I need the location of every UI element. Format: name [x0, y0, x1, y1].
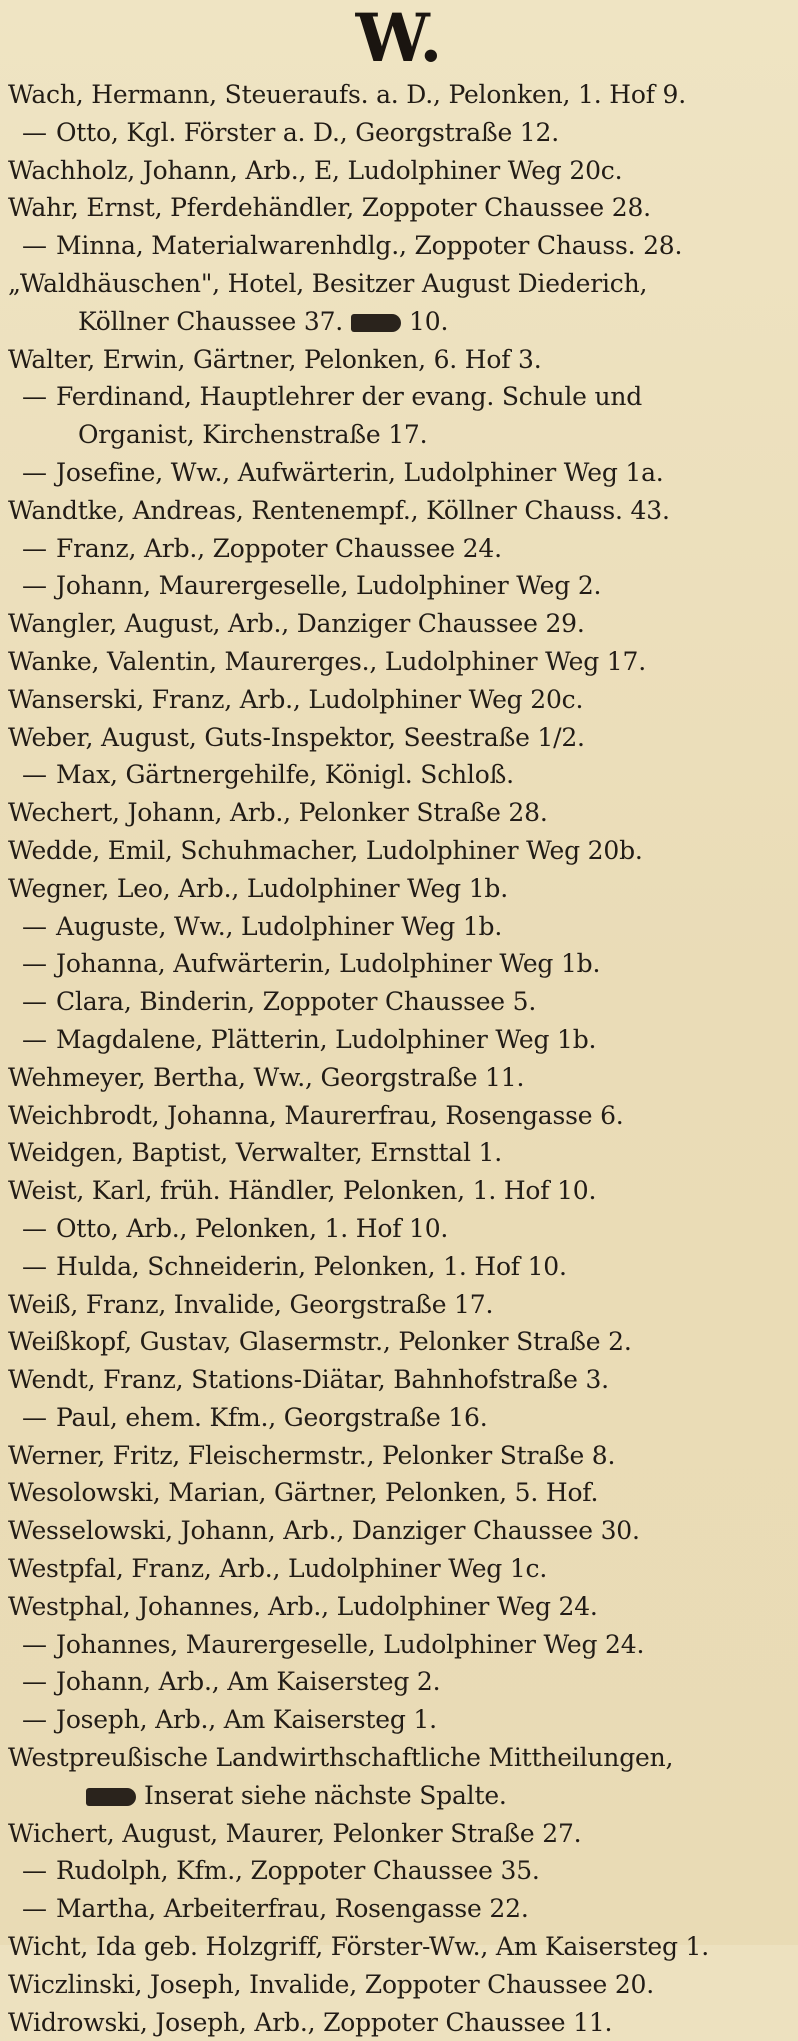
- entry-text: Köllner Chaussee 37.: [78, 306, 344, 336]
- entry-text: Wesselowski, Johann, Arb., Danziger Chaussee 30.: [8, 1516, 640, 1546]
- directory-entry: [0, 378, 798, 416]
- ditto-dash: —: [22, 457, 47, 487]
- telephone-icon: [351, 314, 401, 332]
- directory-entry: [0, 908, 798, 946]
- ditto-dash: —: [22, 533, 47, 563]
- directory-entry: [0, 1097, 798, 1135]
- ditto-dash: —: [22, 1251, 47, 1281]
- ditto-dash: —: [22, 911, 47, 941]
- directory-entry: [0, 945, 798, 983]
- entry-text: „Waldhäuschen", Hotel, Besitzer August Diederich,: [8, 268, 648, 298]
- entry-text: Johannes, Maurergeselle, Ludolphiner Weg 24.: [56, 1629, 645, 1659]
- entry-text: Weichbrodt, Johanna, Maurerfrau, Rosengasse 6.: [8, 1100, 624, 1130]
- entry-text: Wedde, Emil, Schuhmacher, Ludolphiner Weg 20b.: [8, 835, 643, 865]
- entry-text: Wegner, Leo, Arb., Ludolphiner Weg 1b.: [8, 873, 508, 903]
- directory-entry: [0, 114, 798, 152]
- entry-text: Wiczlinski, Joseph, Invalide, Zoppoter Chaussee 20.: [8, 1969, 654, 1999]
- entry-text: Hulda, Schneiderin, Pelonken, 1. Hof 10.: [56, 1251, 567, 1281]
- ditto-dash: —: [22, 231, 47, 261]
- directory-entry: [0, 1286, 798, 1324]
- entry-text: Johann, Arb., Am Kaisersteg 2.: [56, 1667, 441, 1697]
- entry-continuation: [0, 1777, 798, 1815]
- directory-entry: [0, 341, 798, 379]
- entry-text: Wicht, Ida geb. Holzgriff, Förster-Ww., Am Kaisersteg 1.: [8, 1932, 709, 1962]
- entry-continuation: [0, 416, 798, 454]
- entry-text: Wanke, Valentin, Maurerges., Ludolphiner Weg 17.: [8, 646, 646, 676]
- ditto-dash: —: [22, 117, 47, 147]
- directory-entry: [0, 1323, 798, 1361]
- entry-text: Clara, Binderin, Zoppoter Chaussee 5.: [56, 987, 537, 1017]
- entry-text: Wechert, Johann, Arb., Pelonker Straße 28.: [8, 798, 548, 828]
- directory-entry: [0, 643, 798, 681]
- directory-entry: [0, 152, 798, 190]
- ditto-dash: —: [22, 1856, 47, 1886]
- entry-text: Weiß, Franz, Invalide, Georgstraße 17.: [8, 1289, 494, 1319]
- entry-text: Magdalene, Plätterin, Ludolphiner Weg 1b.: [56, 1024, 597, 1054]
- entry-text: Wandtke, Andreas, Rentenempf., Köllner Chauss. 43.: [8, 495, 670, 525]
- entry-text: Martha, Arbeiterfrau, Rosengasse 22.: [56, 1894, 529, 1924]
- directory-entry: [0, 1890, 798, 1928]
- directory-entry: [0, 719, 798, 757]
- ditto-dash: —: [22, 1024, 47, 1054]
- directory-entry: [0, 1815, 798, 1853]
- ditto-dash: —: [22, 949, 47, 979]
- ditto-dash: —: [22, 1402, 47, 1432]
- directory-entry: [0, 2004, 798, 2041]
- directory-entry: [0, 1663, 798, 1701]
- directory-entry: [0, 1588, 798, 1626]
- entry-text: Westpfal, Franz, Arb., Ludolphiner Weg 1c.: [8, 1554, 548, 1584]
- directory-entry: [0, 1852, 798, 1890]
- entry-text: Wachholz, Johann, Arb., E, Ludolphiner Weg 20c.: [8, 155, 623, 185]
- ditto-dash: —: [22, 382, 47, 412]
- directory-entry: [0, 1701, 798, 1739]
- directory-entry: [0, 492, 798, 530]
- entry-text: Max, Gärtnergehilfe, Königl. Schloß.: [56, 760, 514, 790]
- entry-text: Westphal, Johannes, Arb., Ludolphiner Weg 24.: [8, 1591, 598, 1621]
- directory-entry: [0, 681, 798, 719]
- directory-entry: [0, 1059, 798, 1097]
- telephone-number: 10.: [409, 306, 449, 336]
- entry-text: Weber, August, Guts-Inspektor, Seestraße 1/2.: [8, 722, 585, 752]
- directory-entry: [0, 1437, 798, 1475]
- entry-text: Franz, Arb., Zoppoter Chaussee 24.: [56, 533, 502, 563]
- entry-text: Walter, Erwin, Gärtner, Pelonken, 6. Hof 3.: [8, 344, 542, 374]
- entry-text: Wichert, August, Maurer, Pelonker Straße 27.: [8, 1818, 582, 1848]
- entry-text: Johann, Maurergeselle, Ludolphiner Weg 2.: [56, 571, 602, 601]
- entry-text: Wach, Hermann, Steueraufs. a. D., Pelonken, 1. Hof 9.: [8, 80, 686, 109]
- ditto-dash: —: [22, 1213, 47, 1243]
- directory-entry: [0, 1248, 798, 1286]
- directory-entry: [0, 1134, 798, 1172]
- directory-entry: [0, 76, 798, 114]
- entry-text: Wesolowski, Marian, Gärtner, Pelonken, 5. Hof.: [8, 1478, 599, 1508]
- entry-text: Auguste, Ww., Ludolphiner Weg 1b.: [56, 911, 503, 941]
- entry-text: Ferdinand, Hauptlehrer der evang. Schule und: [56, 382, 643, 412]
- entry-text: Wangler, August, Arb., Danziger Chaussee 29.: [8, 609, 585, 639]
- directory-entry: [0, 1474, 798, 1512]
- entry-text: Wehmeyer, Bertha, Ww., Georgstraße 11.: [8, 1062, 525, 1092]
- directory-entry: [0, 227, 798, 265]
- directory-entry: [0, 1361, 798, 1399]
- directory-entry: [0, 756, 798, 794]
- entry-text: Weißkopf, Gustav, Glasermstr., Pelonker Straße 2.: [8, 1327, 632, 1357]
- ditto-dash: —: [22, 987, 47, 1017]
- directory-entry: [0, 1928, 798, 1966]
- directory-entry: [0, 567, 798, 605]
- directory-entry: [0, 1739, 798, 1777]
- ditto-dash: —: [22, 571, 47, 601]
- entry-text: Westpreußische Landwirthschaftliche Mittheilungen,: [8, 1743, 674, 1773]
- entry-text: Johanna, Aufwärterin, Ludolphiner Weg 1b.: [56, 949, 601, 979]
- directory-entry: [0, 1399, 798, 1437]
- ditto-dash: —: [22, 1894, 47, 1924]
- directory-entry: [0, 1626, 798, 1664]
- directory-entry: [0, 265, 798, 303]
- directory-entry: [0, 870, 798, 908]
- directory-entry: [0, 1550, 798, 1588]
- entry-text: Organist, Kirchenstraße 17.: [78, 420, 428, 450]
- entry-text: Rudolph, Kfm., Zoppoter Chaussee 35.: [56, 1856, 540, 1886]
- directory-entry: [0, 530, 798, 568]
- entry-text: Minna, Materialwarenhdlg., Zoppoter Chauss. 28.: [56, 231, 683, 261]
- entry-text: Inserat siehe nächste Spalte.: [144, 1780, 507, 1810]
- directory-entries: [0, 76, 798, 2041]
- directory-entry: [0, 1512, 798, 1550]
- pointing-hand-icon: [86, 1788, 136, 1806]
- directory-entry: [0, 832, 798, 870]
- entry-text: Weist, Karl, früh. Händler, Pelonken, 1. Hof 10.: [8, 1176, 597, 1206]
- directory-entry: [0, 454, 798, 492]
- directory-entry: [0, 1172, 798, 1210]
- directory-entry: [0, 189, 798, 227]
- section-letter-heading: W.: [355, 0, 443, 77]
- entry-text: Wanserski, Franz, Arb., Ludolphiner Weg 20c.: [8, 684, 584, 714]
- directory-entry: [0, 1021, 798, 1059]
- entry-continuation: [0, 303, 798, 341]
- entry-text: Otto, Arb., Pelonken, 1. Hof 10.: [56, 1213, 449, 1243]
- directory-entry: [0, 1210, 798, 1248]
- directory-entry: [0, 794, 798, 832]
- entry-text: Werner, Fritz, Fleischermstr., Pelonker Straße 8.: [8, 1440, 616, 1470]
- directory-entry: [0, 1966, 798, 2004]
- directory-entry: [0, 605, 798, 643]
- ditto-dash: —: [22, 1705, 47, 1735]
- entry-text: Widrowski, Joseph, Arb., Zoppoter Chaussee 11.: [8, 2007, 613, 2037]
- entry-text: Paul, ehem. Kfm., Georgstraße 16.: [56, 1402, 488, 1432]
- entry-text: Wahr, Ernst, Pferdehändler, Zoppoter Chaussee 28.: [8, 193, 651, 223]
- ditto-dash: —: [22, 1667, 47, 1697]
- ditto-dash: —: [22, 1629, 47, 1659]
- entry-text: Joseph, Arb., Am Kaisersteg 1.: [56, 1705, 437, 1735]
- entry-text: Josefine, Ww., Aufwärterin, Ludolphiner Weg 1a.: [56, 457, 664, 487]
- directory-entry: [0, 983, 798, 1021]
- ditto-dash: —: [22, 760, 47, 790]
- entry-text: Otto, Kgl. Förster a. D., Georgstraße 12.: [56, 117, 559, 147]
- entry-text: Wendt, Franz, Stations-Diätar, Bahnhofstraße 3.: [8, 1365, 609, 1395]
- entry-text: Weidgen, Baptist, Verwalter, Ernsttal 1.: [8, 1138, 503, 1168]
